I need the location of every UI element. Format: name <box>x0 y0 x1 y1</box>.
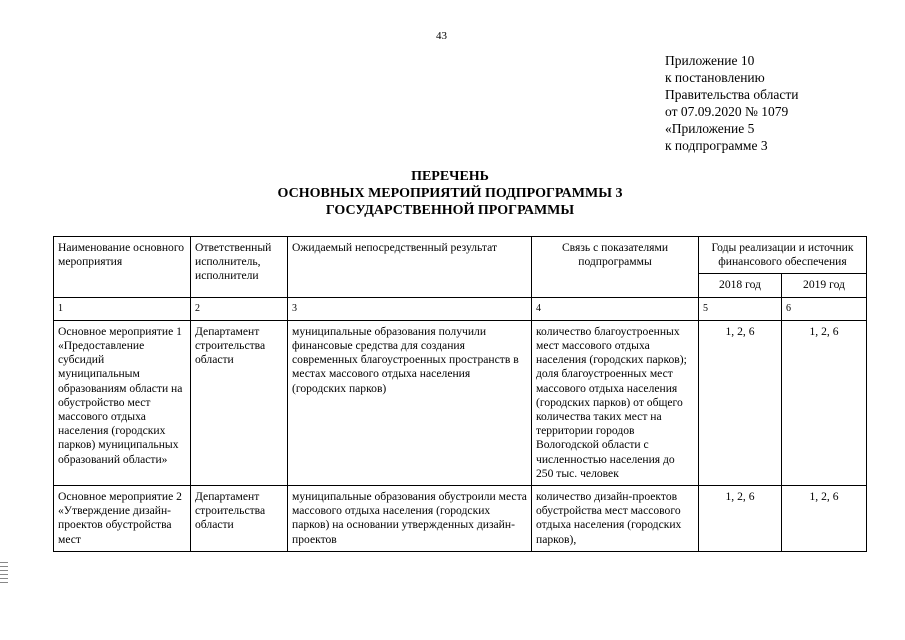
title-line: ОСНОВНЫХ МЕРОПРИЯТИЙ ПОДПРОГРАММЫ 3 <box>277 186 623 201</box>
header-year-2019: 2019 год <box>782 274 867 297</box>
column-number: 1 <box>54 297 191 320</box>
table-header-row <box>54 237 867 274</box>
column-number: 4 <box>532 297 699 320</box>
measures-table <box>53 236 867 552</box>
annex-line: от 07.09.2020 № 1079 <box>665 104 789 119</box>
annex-line: Приложение 10 <box>665 53 755 68</box>
table-row <box>54 486 867 552</box>
cell-indicators: количество дизайн-проектов обустройства мест массового отдыха населения (городских парков), <box>532 486 699 552</box>
annex-line: Правительства области <box>665 87 799 102</box>
cell-result: муниципальные образования обустроили места массового отдыха населения (городских парков) на основании утвержденных дизайн-проектов <box>288 486 532 552</box>
header-year-2018: 2018 год <box>699 274 782 297</box>
scan-edge-mark <box>0 562 8 584</box>
cell-executor: Департамент строительства области <box>191 320 288 485</box>
header-result: Ожидаемый непосредственный результат <box>288 237 532 298</box>
header-name: Наименование основного мероприятия <box>54 237 191 298</box>
column-number: 2 <box>191 297 288 320</box>
annex-block <box>665 52 798 154</box>
cell-2019: 1, 2, 6 <box>782 320 867 485</box>
title-line: ГОСУДАРСТВЕННОЙ ПРОГРАММЫ <box>325 203 575 218</box>
title-line: ПЕРЕЧЕНЬ <box>411 169 489 184</box>
cell-result: муниципальные образования получили финансовые средства для создания современных благоустроенных пространств в местах массового отдыха населения (городских парков) <box>288 320 532 485</box>
column-numbers-row <box>54 297 867 320</box>
page-number: 43 <box>436 30 447 42</box>
header-years: Годы реализации и источник финансового обеспечения <box>699 237 867 274</box>
cell-name: Основное мероприятие 2 «Утверждение дизайн-проектов обустройства мест <box>54 486 191 552</box>
cell-name: Основное мероприятие 1 «Предоставление субсидий муниципальным образованиям области на обустройство мест массового отдыха населения (городских парков) муниципальных образований области» <box>54 320 191 485</box>
column-number: 6 <box>782 297 867 320</box>
cell-executor: Департамент строительства области <box>191 486 288 552</box>
cell-2018: 1, 2, 6 <box>699 486 782 552</box>
column-number: 3 <box>288 297 532 320</box>
annex-line: «Приложение 5 <box>665 121 755 136</box>
document-title <box>200 168 700 219</box>
cell-2019: 1, 2, 6 <box>782 486 867 552</box>
header-executor: Ответственный исполнитель, исполнители <box>191 237 288 298</box>
annex-line: к подпрограмме 3 <box>665 138 768 153</box>
annex-line: к постановлению <box>665 70 765 85</box>
cell-2018: 1, 2, 6 <box>699 320 782 485</box>
table-row <box>54 320 867 485</box>
column-number: 5 <box>699 297 782 320</box>
header-indicators: Связь с показателями подпрограммы <box>532 237 699 298</box>
cell-indicators: количество благоустроенных мест массового отдыха населения (городских парков); доля благоустроенных мест массового отдыха населения (городских парков) от общего количества таких мест на территории городов Вологодской области с численностью населения до 250 тыс. человек <box>532 320 699 485</box>
